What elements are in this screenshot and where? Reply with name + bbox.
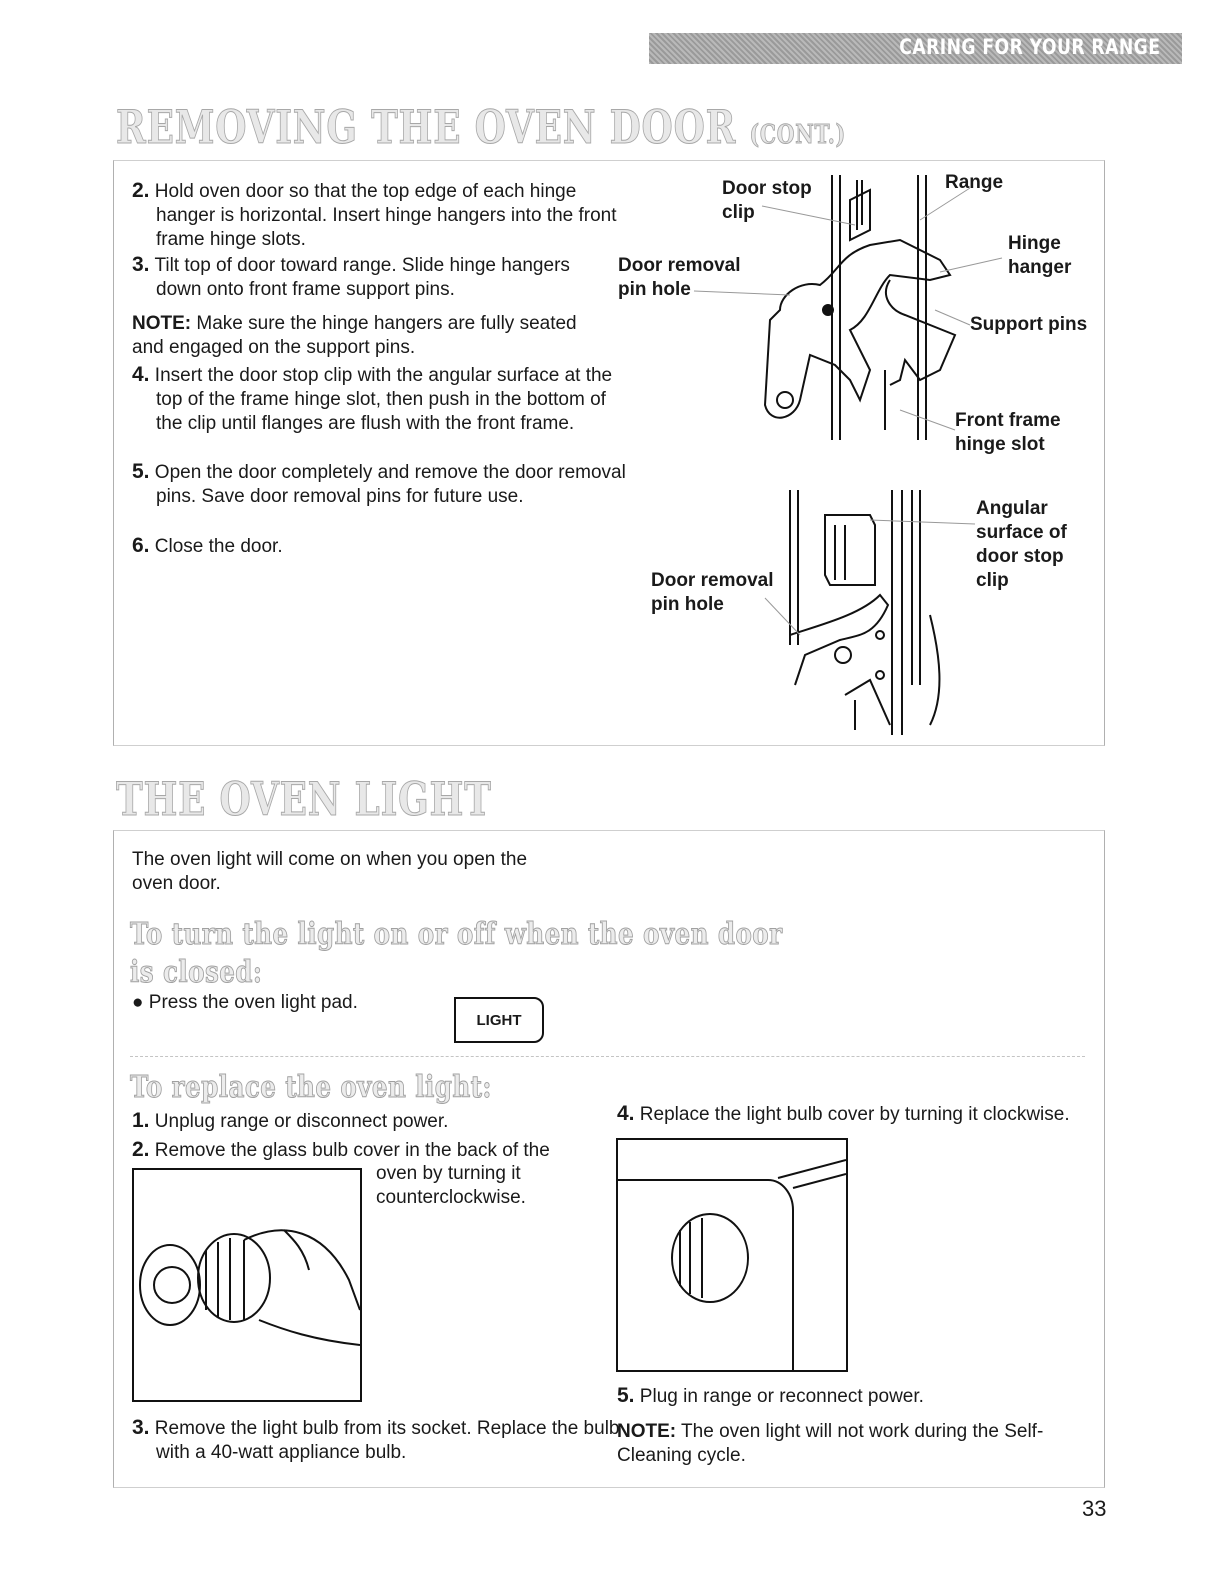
label-line: hanger <box>1008 257 1072 278</box>
door-step-2 <box>132 179 626 252</box>
note-label: NOTE: <box>132 313 192 334</box>
step-text: Unplug range or disconnect power. <box>154 1111 449 1132</box>
light-pad-label: LIGHT <box>476 1011 522 1029</box>
step-number: 3. <box>132 1416 150 1439</box>
light-step-4 <box>617 1102 1131 1127</box>
light-step-5 <box>617 1384 1131 1409</box>
diagram1-leader-lines <box>600 170 1100 450</box>
bullet-icon: ● <box>132 992 144 1013</box>
section-divider <box>130 1056 1085 1057</box>
light-pad-button <box>454 997 544 1043</box>
bulb-cover-installed-illustration <box>616 1138 848 1372</box>
note-text: Make sure the hinge hangers are fully seated and engaged on the support pins. <box>132 313 577 358</box>
bulb-cover-removal-illustration <box>132 1168 362 1402</box>
note-text: The oven light will not work during the Self-Cleaning cycle. <box>617 1421 1044 1466</box>
light-step-1 <box>132 1109 626 1134</box>
label-line: Hinge <box>1008 233 1061 254</box>
toggle-subtitle-line1: To turn the light on or off when the oven door <box>130 917 783 952</box>
label-door-removal-pin-hole-2 <box>651 569 773 617</box>
page-number: 33 <box>1082 1496 1107 1521</box>
door-step-4 <box>132 363 626 436</box>
section-banner <box>649 33 1182 64</box>
door-step-3 <box>132 253 596 302</box>
label-range: Range <box>945 172 1004 193</box>
light-section-title: THE OVEN LIGHT <box>116 772 492 826</box>
label-line: Door stop <box>722 178 812 199</box>
step-text: Plug in range or reconnect power. <box>639 1386 924 1407</box>
step-text: Hold oven door so that the top edge of each hinge hanger is horizontal. Insert hinge hangers into the front frame hinge slots. <box>154 181 617 250</box>
label-line: Front frame <box>955 410 1061 431</box>
step-number: 6. <box>132 534 150 557</box>
step-number: 2. <box>132 179 150 202</box>
label-line: pin hole <box>618 279 691 300</box>
light-step-3 <box>132 1416 626 1465</box>
light-step-2-cont-2: counterclockwise. <box>376 1187 526 1208</box>
label-support-pins: Support pins <box>970 314 1088 335</box>
light-step-2 <box>132 1138 626 1163</box>
label-line: surface of <box>976 522 1067 543</box>
light-note <box>617 1420 1047 1468</box>
label-line: Door removal <box>651 570 774 591</box>
light-intro: The oven light will come on when you open the oven door. <box>132 849 528 894</box>
toggle-bullet <box>132 991 358 1015</box>
light-step-2-cont-1: oven by turning it <box>376 1163 521 1184</box>
step-number: 5. <box>132 460 150 483</box>
step-number: 2. <box>132 1138 150 1161</box>
step-text: Remove the light bulb from its socket. Replace the bulb with a 40-watt appliance bulb. <box>154 1418 620 1463</box>
step-text: Replace the light bulb cover by turning it clockwise. <box>639 1104 1070 1125</box>
step-text: Remove the glass bulb cover in the back of the <box>154 1140 550 1161</box>
label-line: Angular <box>976 498 1048 519</box>
bullet-text: Press the oven light pad. <box>148 992 358 1013</box>
replace-subtitle: To replace the oven light: <box>130 1070 492 1105</box>
label-line: clip <box>722 202 755 223</box>
step-text: Tilt top of door toward range. Slide hinge hangers down onto front frame support pins. <box>154 255 570 300</box>
note-label: NOTE: <box>617 1421 677 1442</box>
step-number: 4. <box>132 363 150 386</box>
label-line: clip <box>976 570 1009 591</box>
step-text: Open the door completely and remove the door removal pins. Save door removal pins for future use. <box>154 462 626 507</box>
door-step-5 <box>132 460 626 509</box>
door-note <box>132 312 602 360</box>
label-line: hinge slot <box>955 434 1045 455</box>
diagram2-leader-lines <box>760 510 1000 660</box>
step-text: Close the door. <box>154 536 283 557</box>
bulb-cover-drawing <box>618 1140 846 1370</box>
door-title-suffix: (CONT.) <box>749 120 847 150</box>
step-number: 3. <box>132 253 150 276</box>
banner-text: CARING FOR YOUR RANGE <box>898 35 1160 59</box>
door-title-text: REMOVING THE OVEN DOOR <box>116 100 737 154</box>
door-section-title <box>116 100 846 154</box>
hand-turning-cover-drawing <box>134 1170 360 1400</box>
step-number: 1. <box>132 1109 150 1132</box>
toggle-subtitle-line2: is closed: <box>130 955 263 990</box>
door-step-6 <box>132 534 626 559</box>
step-text: Insert the door stop clip with the angular surface at the top of the frame hinge slot, then push in the bottom of the clip until flanges are flush with the front frame. <box>154 365 613 434</box>
step-number: 5. <box>617 1384 635 1407</box>
label-line: pin hole <box>651 594 724 615</box>
step-number: 4. <box>617 1102 635 1125</box>
label-line: door stop <box>976 546 1064 567</box>
label-line: Door removal <box>618 255 741 276</box>
